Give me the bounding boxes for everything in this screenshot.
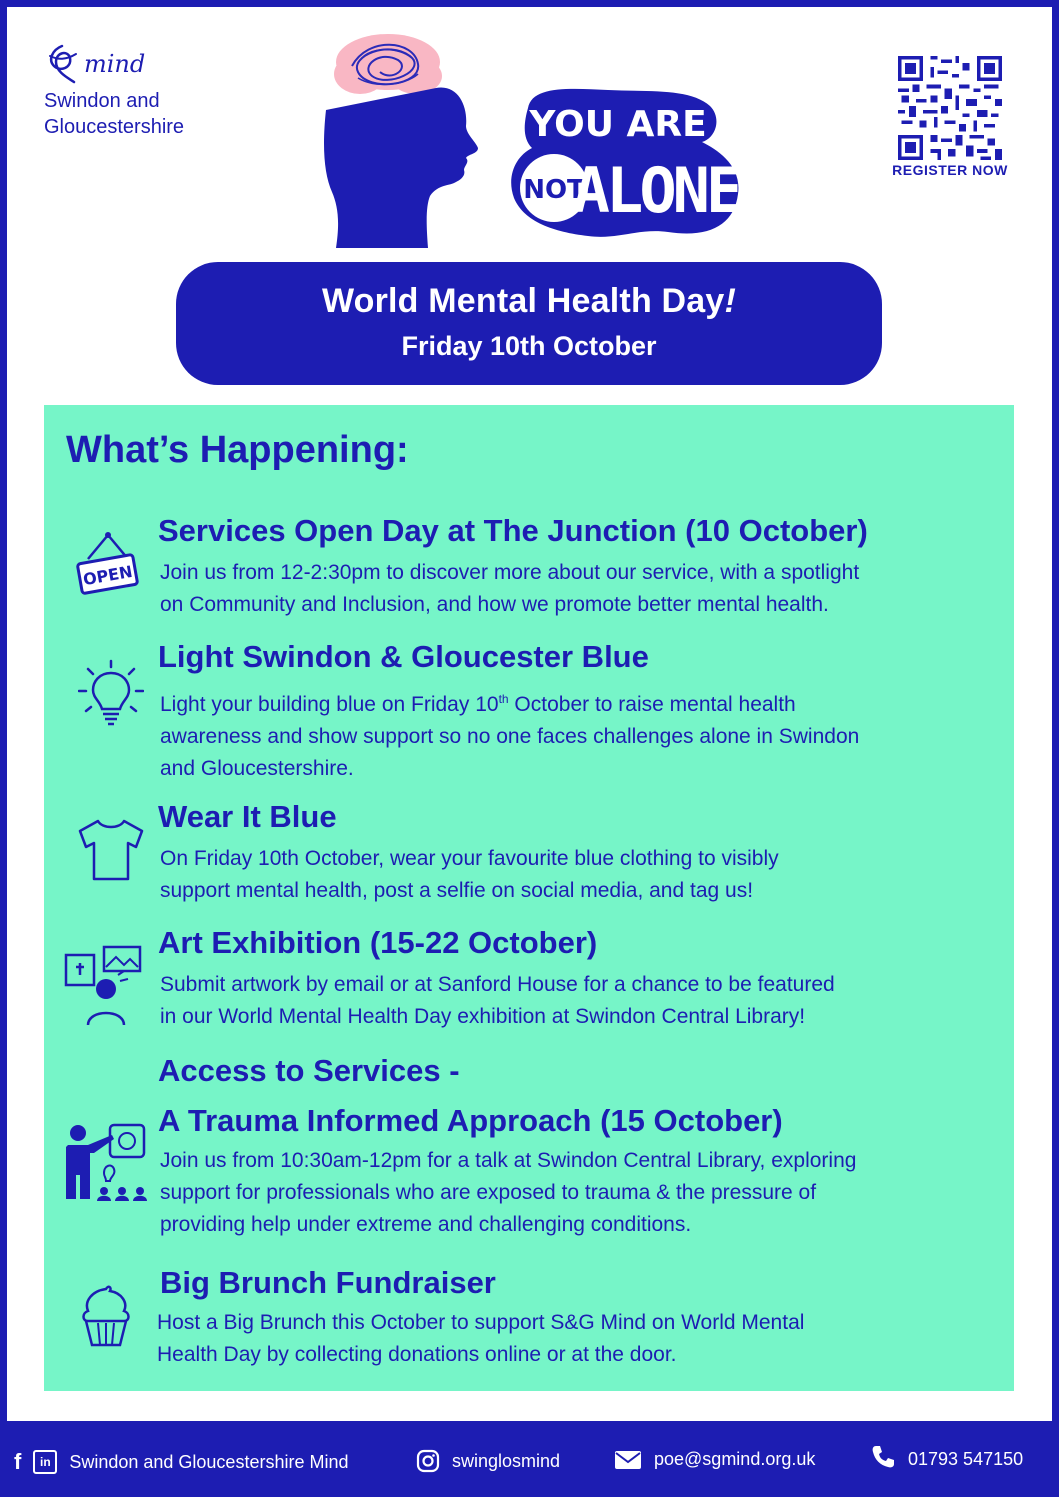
email-address[interactable]: poe@sgmind.org.uk	[654, 1449, 816, 1469]
event-description	[160, 683, 980, 785]
event-title: Art Exhibition (15-22 October)	[158, 925, 598, 960]
description-line: support for professionals who are exposed to trauma & the pressure of	[160, 1181, 817, 1204]
facebook-icon[interactable]: f	[14, 1449, 22, 1474]
alone-text: ALONE	[572, 154, 740, 227]
instagram-handle[interactable]: swinglosmind	[452, 1450, 561, 1471]
phone-icon	[870, 1444, 896, 1470]
hero-illustration	[318, 26, 758, 248]
mind-swirl-icon	[44, 42, 80, 86]
event-subtitle: A Trauma Informed Approach (15 October)	[158, 1103, 783, 1138]
description-line: on Community and Inclusion, and how we promote better mental health.	[160, 593, 829, 616]
banner-exclaim: !	[724, 282, 737, 320]
phone-number[interactable]: 01793 547150	[908, 1449, 1024, 1469]
description-line: October to raise mental health	[508, 693, 796, 716]
event-description	[160, 969, 980, 1033]
linkedin-icon[interactable]: in	[33, 1450, 57, 1474]
description-line: Health Day by collecting donations online or at the door.	[157, 1343, 677, 1366]
lightbulb-icon	[78, 659, 144, 727]
description-line: in our World Mental Health Day exhibition at Swindon Central Library!	[160, 1005, 806, 1028]
presentation-icon	[64, 1123, 148, 1205]
tshirt-icon	[76, 817, 146, 883]
instagram-icon[interactable]	[416, 1449, 440, 1473]
open-sign-icon	[76, 531, 140, 603]
superscript: th	[498, 692, 509, 706]
qr-code[interactable]	[898, 56, 1002, 160]
description-line: Light your building blue on Friday 10	[160, 693, 499, 716]
whats-happening-panel	[44, 405, 1014, 1391]
mind-logo[interactable]	[44, 42, 264, 140]
description-line: support mental health, post a selfie on social media, and tag us!	[160, 879, 754, 902]
description-line: Join us from 12-2:30pm to discover more about our service, with a spotlight	[160, 561, 860, 584]
event-title: Services Open Day at The Junction (10 October)	[158, 513, 868, 548]
event-title: Access to Services -	[158, 1053, 460, 1088]
banner-date: Friday 10th October	[401, 331, 657, 361]
footer-social	[14, 1449, 348, 1475]
mind-wordmark: mind	[84, 50, 146, 78]
event-title: Big Brunch Fundraiser	[160, 1265, 496, 1300]
event-description	[160, 1145, 980, 1241]
event-title: Light Swindon & Gloucester Blue	[158, 639, 649, 674]
event-description	[157, 1307, 977, 1371]
description-line: and Gloucestershire.	[160, 757, 354, 780]
not-text: NOT	[523, 175, 585, 205]
description-line: providing help under extreme and challenging conditions.	[160, 1213, 692, 1236]
email-icon	[614, 1450, 642, 1470]
footer-instagram	[416, 1449, 560, 1473]
svg-text:OPEN: OPEN	[81, 561, 134, 590]
event-title: Wear It Blue	[158, 799, 337, 834]
event-description	[160, 843, 980, 907]
org-line-2: Gloucestershire	[44, 116, 185, 138]
footer-phone	[870, 1443, 1023, 1470]
org-line-1: Swindon and	[44, 90, 160, 112]
description-line: Host a Big Brunch this October to support S&G Mind on World Mental	[157, 1311, 805, 1334]
head-silhouette	[324, 88, 478, 248]
description-line: On Friday 10th October, wear your favourite blue clothing to visibly	[160, 847, 779, 870]
banner-title	[176, 282, 882, 321]
register-now-label[interactable]: REGISTER NOW	[892, 162, 1008, 178]
description-line: Submit artwork by email or at Sanford House for a chance to be featured	[160, 973, 835, 996]
banner-title-text: World Mental Health Day	[321, 282, 725, 320]
event-banner	[176, 262, 882, 385]
event-description	[160, 557, 980, 621]
cupcake-icon	[78, 1283, 134, 1347]
footer	[0, 1421, 1059, 1497]
description-line: Join us from 10:30am-12pm for a talk at Swindon Central Library, exploring	[160, 1149, 857, 1172]
thought-cloud-icon	[334, 34, 442, 94]
footer-email	[614, 1449, 815, 1470]
art-gallery-icon	[62, 945, 146, 1027]
description-line: awareness and show support so no one faces challenges alone in Swindon	[160, 725, 860, 748]
social-name[interactable]: Swindon and Gloucestershire Mind	[69, 1451, 349, 1472]
you-are-text: YOU ARE	[529, 104, 707, 145]
you-are-not-alone-badge	[511, 89, 740, 237]
section-heading: What’s Happening:	[66, 429, 409, 471]
